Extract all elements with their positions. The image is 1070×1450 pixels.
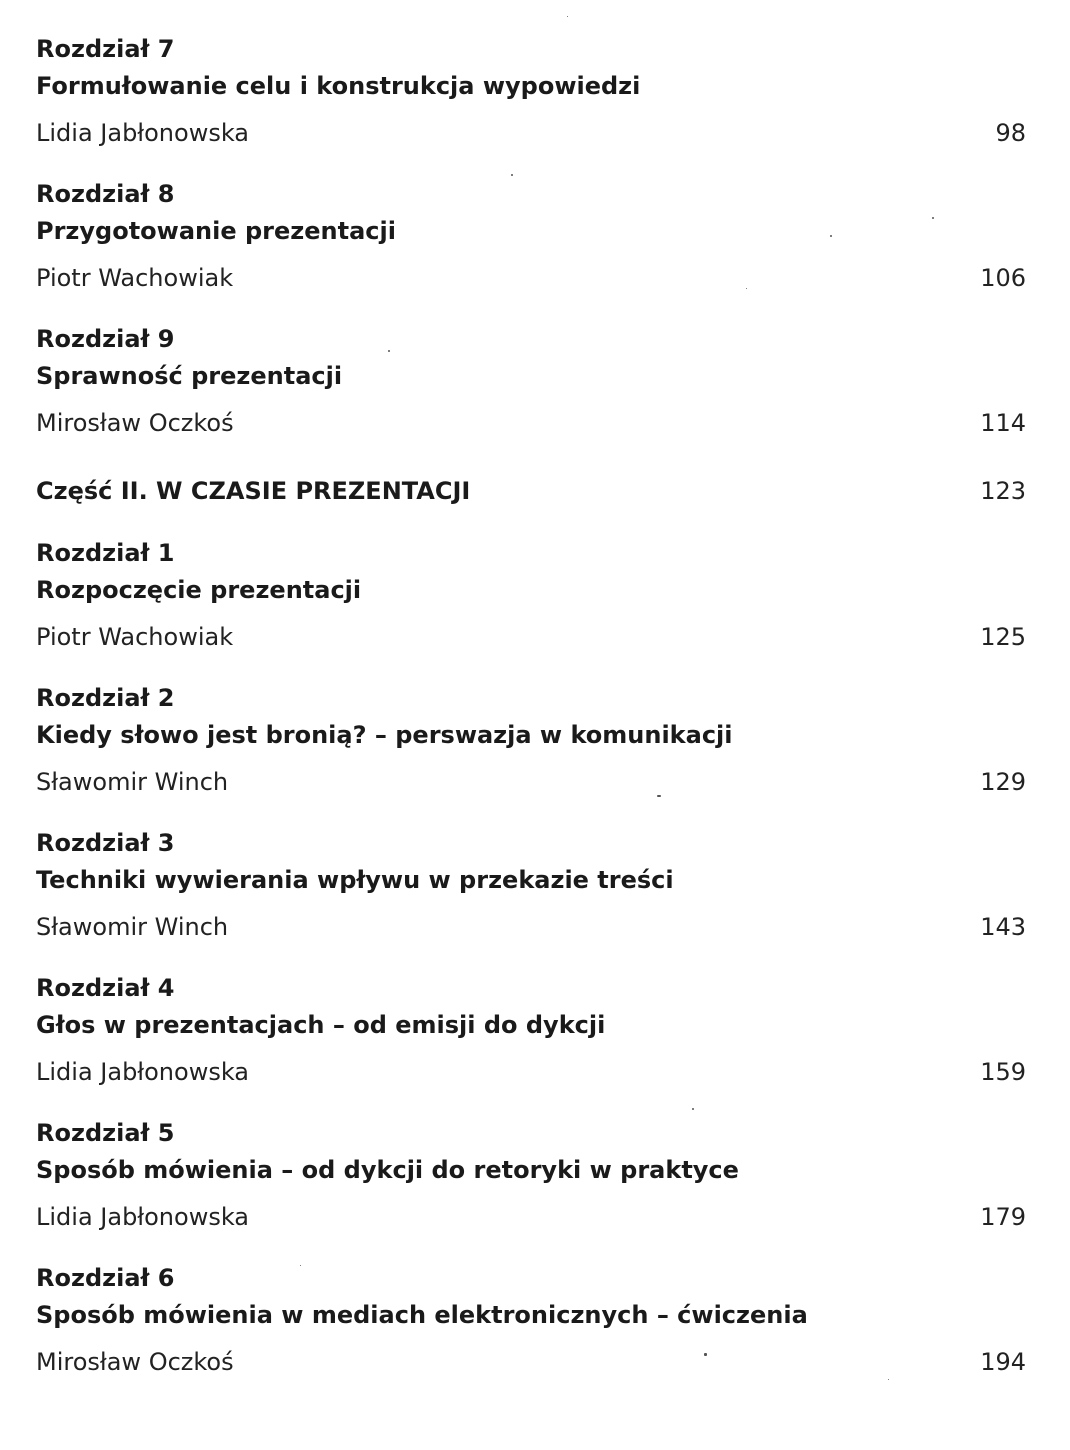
chapter-author: Lidia Jabłonowska: [36, 1203, 250, 1231]
toc-entry-rozdzial-9: [36, 324, 1026, 476]
chapter-title: Sposób mówienia w mediach elektronicznych – ćwiczenia: [36, 1301, 808, 1329]
chapter-title: Głos w prezentacjach – od emisji do dykcji: [36, 1011, 606, 1039]
page-number: 98: [995, 119, 1026, 147]
toc-entry-rozdzial-1: [36, 538, 1026, 683]
chapter-title: Formułowanie celu i konstrukcja wypowiedzi: [36, 72, 641, 100]
scan-speck: [300, 1265, 301, 1266]
chapter-author: Piotr Wachowiak: [36, 264, 234, 292]
scan-speck: [567, 16, 568, 17]
toc-entry-rozdzial-6: [36, 1263, 1026, 1408]
toc-entry-rozdzial-2: [36, 683, 1026, 828]
chapter-label: Rozdział 5: [36, 1119, 175, 1147]
chapter-label: Rozdział 9: [36, 325, 175, 353]
chapter-author: Mirosław Oczkoś: [36, 409, 234, 437]
chapter-label: Rozdział 3: [36, 829, 175, 857]
chapter-title: Przygotowanie prezentacji: [36, 217, 396, 245]
toc-entry-rozdzial-5: [36, 1118, 1026, 1263]
chapter-title: Sposób mówienia – od dykcji do retoryki w praktyce: [36, 1156, 739, 1184]
scan-speck: [888, 1379, 889, 1380]
toc-entry-rozdzial-4: [36, 973, 1026, 1118]
page-number: 106: [980, 264, 1026, 292]
chapter-title: Sprawność prezentacji: [36, 362, 343, 390]
scan-speck: [511, 174, 513, 176]
toc-entry-rozdzial-8: [36, 179, 1026, 324]
page-number: 179: [980, 1203, 1026, 1231]
scan-speck: [932, 217, 934, 219]
page-number: 123: [980, 477, 1026, 505]
chapter-author: Mirosław Oczkoś: [36, 1348, 234, 1376]
scan-speck: [657, 795, 661, 797]
chapter-title: Kiedy słowo jest bronią? – perswazja w komunikacji: [36, 721, 733, 749]
chapter-author: Lidia Jabłonowska: [36, 119, 250, 147]
part-title: Część II. W CZASIE PREZENTACJI: [36, 477, 471, 505]
scan-speck: [692, 1108, 694, 1110]
page-number: 159: [980, 1058, 1026, 1086]
chapter-label: Rozdział 2: [36, 684, 175, 712]
scan-speck: [746, 288, 747, 289]
chapter-label: Rozdział 8: [36, 180, 175, 208]
chapter-label: Rozdział 4: [36, 974, 175, 1002]
chapter-author: Sławomir Winch: [36, 768, 229, 796]
page-number: 194: [980, 1348, 1026, 1376]
chapter-label: Rozdział 1: [36, 539, 175, 567]
toc-entry-rozdzial-3: [36, 828, 1026, 973]
page-number: 125: [980, 623, 1026, 651]
part-heading: [36, 476, 1026, 538]
chapter-author: Sławomir Winch: [36, 913, 229, 941]
chapter-label: Rozdział 7: [36, 35, 175, 63]
chapter-label: Rozdział 6: [36, 1264, 175, 1292]
chapter-title: Techniki wywierania wpływu w przekazie treści: [36, 866, 674, 894]
toc-entry-rozdzial-7: [36, 34, 1026, 179]
chapter-title: Rozpoczęcie prezentacji: [36, 576, 362, 604]
page-number: 129: [980, 768, 1026, 796]
chapter-author: Lidia Jabłonowska: [36, 1058, 250, 1086]
chapter-author: Piotr Wachowiak: [36, 623, 234, 651]
page-number: 143: [980, 913, 1026, 941]
table-of-contents: [36, 34, 1026, 1408]
scan-speck: [704, 1353, 707, 1356]
page-number: 114: [980, 409, 1026, 437]
scan-speck: [388, 350, 390, 352]
scan-speck: [830, 235, 832, 237]
